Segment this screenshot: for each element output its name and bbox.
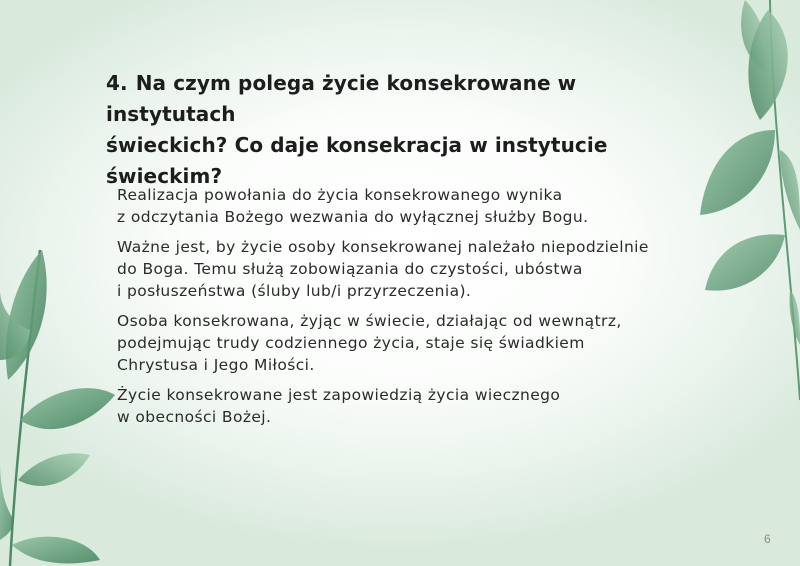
paragraph-line: Osoba konsekrowana, żyjąc w świecie, działając od wewnątrz, bbox=[117, 312, 622, 330]
page-number: 6 bbox=[764, 532, 771, 546]
leaf-icon bbox=[12, 537, 100, 564]
paragraph-line: Chrystusa i Jego Miłości. bbox=[117, 356, 315, 374]
slide-title bbox=[106, 68, 706, 192]
question-number: 4. bbox=[106, 71, 128, 95]
paragraph-line: Ważne jest, by życie osoby konsekrowanej należało niepodzielnie bbox=[117, 238, 649, 256]
paragraph-line: do Boga. Temu służą zobowiązania do czystości, ubóstwa bbox=[117, 260, 583, 278]
leaf-icon bbox=[705, 234, 785, 290]
paragraph-line: z odczytania Bożego wezwania do wyłącznej służby Bogu. bbox=[117, 208, 589, 226]
leaf-icon bbox=[6, 250, 47, 380]
paragraph-line: podejmując trudy codziennego życia, staje się świadkiem bbox=[117, 334, 585, 352]
paragraph-line: w obecności Bożej. bbox=[117, 408, 272, 426]
title-line-2: świeckich? Co daje konsekracja w instytucie świeckim? bbox=[106, 133, 608, 188]
leaf-icon bbox=[741, 0, 766, 70]
paragraph-line: i posłuszeństwa (śluby lub/i przyrzeczenia). bbox=[117, 282, 472, 300]
leaf-icon bbox=[780, 150, 800, 230]
right-leaf-branch bbox=[700, 0, 800, 400]
leaf-icon bbox=[20, 388, 115, 429]
paragraph-line: Życie konsekrowane jest zapowiedzią życia wiecznego bbox=[117, 386, 561, 404]
paragraph-1 bbox=[117, 184, 687, 228]
left-leaf-branch bbox=[0, 250, 115, 566]
paragraph-4 bbox=[117, 384, 687, 428]
title-line-1: Na czym polega życie konsekrowane w instytutach bbox=[106, 71, 577, 126]
slide-body bbox=[117, 184, 687, 436]
paragraph-3 bbox=[117, 310, 687, 376]
paragraph-2 bbox=[117, 236, 687, 302]
leaf-icon bbox=[18, 453, 90, 486]
paragraph-line: Realizacja powołania do życia konsekrowanego wynika bbox=[117, 186, 563, 204]
leaf-icon bbox=[700, 130, 775, 215]
leaf-icon bbox=[0, 455, 14, 540]
